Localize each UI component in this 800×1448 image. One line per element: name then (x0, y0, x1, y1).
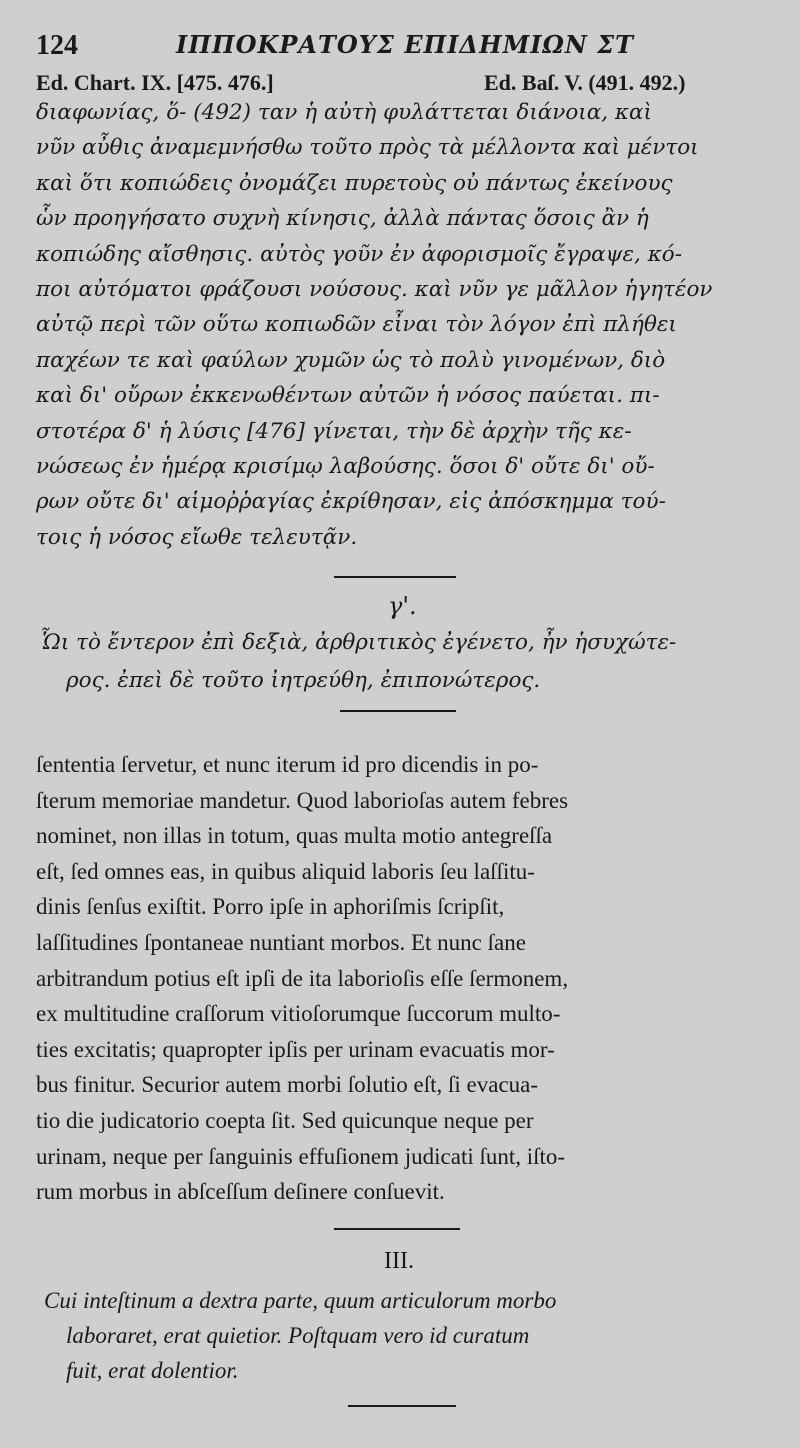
edition-reference-right: Ed. Baſ. V. (491. 492.) (484, 70, 686, 95)
text-line: laboraret, erat quietior. Poſtquam vero id curatum (66, 1323, 530, 1348)
text-line: eſt, ſed omnes eas, in quibus aliquid laboris ſeu laſſitu- (36, 858, 535, 884)
text-line: διαφωνίας, ὅ- (492) ταν ἡ αὐτὴ φυλάττεται διάνοια, καὶ (36, 100, 652, 125)
text-line: ſterum memoriae mandetur. Quod laborioſas autem febres (36, 787, 569, 813)
text-line: dinis ſenſus exiſtit. Porro ipſe in aphoriſmis ſcripſit, (36, 894, 505, 920)
text-line: ties excitatis; quapropter ipſis per urinam evacuatis mor- (36, 1036, 555, 1062)
text-line: καὶ δι' οὔρων ἐκκενωθέντων αὐτῶν ἡ νόσος παύεται. πι- (36, 383, 660, 409)
text-line: τοις ἡ νόσος εἴωθε τελευτᾷν. (36, 524, 358, 550)
text-line: urinam, neque per ſanguinis effuſionem judicati ſunt, iſto- (36, 1143, 566, 1169)
text-line: ſententia ſervetur, et nunc iterum id pro dicendis in po- (36, 752, 539, 777)
divider-rule (348, 1405, 456, 1407)
text-line: κοπιώδης αἴσθησις. αὐτὸς γοῦν ἐν ἀφορισμοῖς ἔγραψε, κό- (36, 241, 683, 267)
text-line: laſſitudines ſpontaneae nuntiant morbos. Et nunc ſane (36, 930, 526, 955)
divider-rule (334, 576, 456, 578)
latin-section-number: III. (384, 1248, 414, 1274)
text-line: fuit, erat dolentior. (66, 1358, 239, 1383)
edition-reference-left: Ed. Chart. IX. [475. 476.] (36, 70, 274, 95)
text-line: στοτέρα δ' ἡ λύσις [476] γίνεται, τὴν δὲ ἀρχὴν τῆς κε- (36, 418, 632, 444)
text-line: νώσεως ἐν ἡμέρᾳ κρισίμῳ λαβούσης. ὅσοι δ' οὔτε δι' οὔ- (36, 454, 655, 479)
text-line: rum morbus in abſceſſum deſinere conſuevit. (36, 1179, 445, 1205)
text-line: ὧν προηγήσατο συχνὴ κίνησις, ἀλλὰ πάντας ὅσοις ἂν ἡ (36, 206, 649, 232)
text-line: arbitrandum potius eſt ipſi de ita laborioſis eſſe ſermonem, (36, 965, 569, 991)
text-line: ποι αὐτόματοι φράζουσι νούσους. καὶ νῦν γε μᾶλλον ἡγητέον (36, 277, 713, 302)
text-line: Cui inteſtinum a dextra parte, quum articulorum morbo (44, 1288, 557, 1313)
text-line: παχέων τε καὶ φαύλων χυμῶν ὡς τὸ πολὺ γινομένων, διὸ (36, 347, 666, 373)
text-line: bus finitur. Securior autem morbi ſolutio eſt, ſi evacua- (36, 1072, 539, 1098)
text-line: ex multitudine craſſorum vitioſorumque ſuccorum multo- (36, 1001, 561, 1027)
greek-section-number: γ'. (388, 592, 417, 620)
text-line: nominet, non illas in totum, quas multa motio antegreſſa (36, 823, 553, 849)
page-number: 124 (36, 30, 78, 61)
text-line: ρος. ἐπεὶ δὲ τοῦτο ἰητρεύθη, ἐπιπονώτερος. (66, 668, 541, 693)
text-line: ρων οὔτε δι' αἱμοῤῥαγίας ἐκρίθησαν, εἰς ἀπόσκημμα τού- (36, 489, 666, 515)
divider-rule (340, 710, 456, 712)
text-line: νῦν αὖθις ἀναμεμνήσθω τοῦτο πρὸς τὰ μέλλοντα καὶ μέντοι (36, 135, 699, 161)
text-line: Ὧι τὸ ἔντερον ἐπὶ δεξιὰ, ἀρθριτικὸς ἐγένετο, ἦν ἡσυχώτε- (40, 630, 677, 655)
running-title: ΙΠΠΟΚΡΑΤΟΥΣ ΕΠΙΔΗΜΙΩΝ ΣΤ (176, 30, 635, 59)
text-line: tio die judicatorio coepta ſit. Sed quicunque neque per (36, 1108, 534, 1133)
divider-rule (334, 1228, 460, 1230)
text-line: καὶ ὅτι κοπιώδεις ὀνομάζει πυρετοὺς οὐ πάντως ἐκείνους (36, 170, 673, 196)
text-line: αὐτῷ περὶ τῶν οὕτω κοπιωδῶν εἶναι τὸν λόγον ἐπὶ πλήθει (36, 312, 677, 338)
